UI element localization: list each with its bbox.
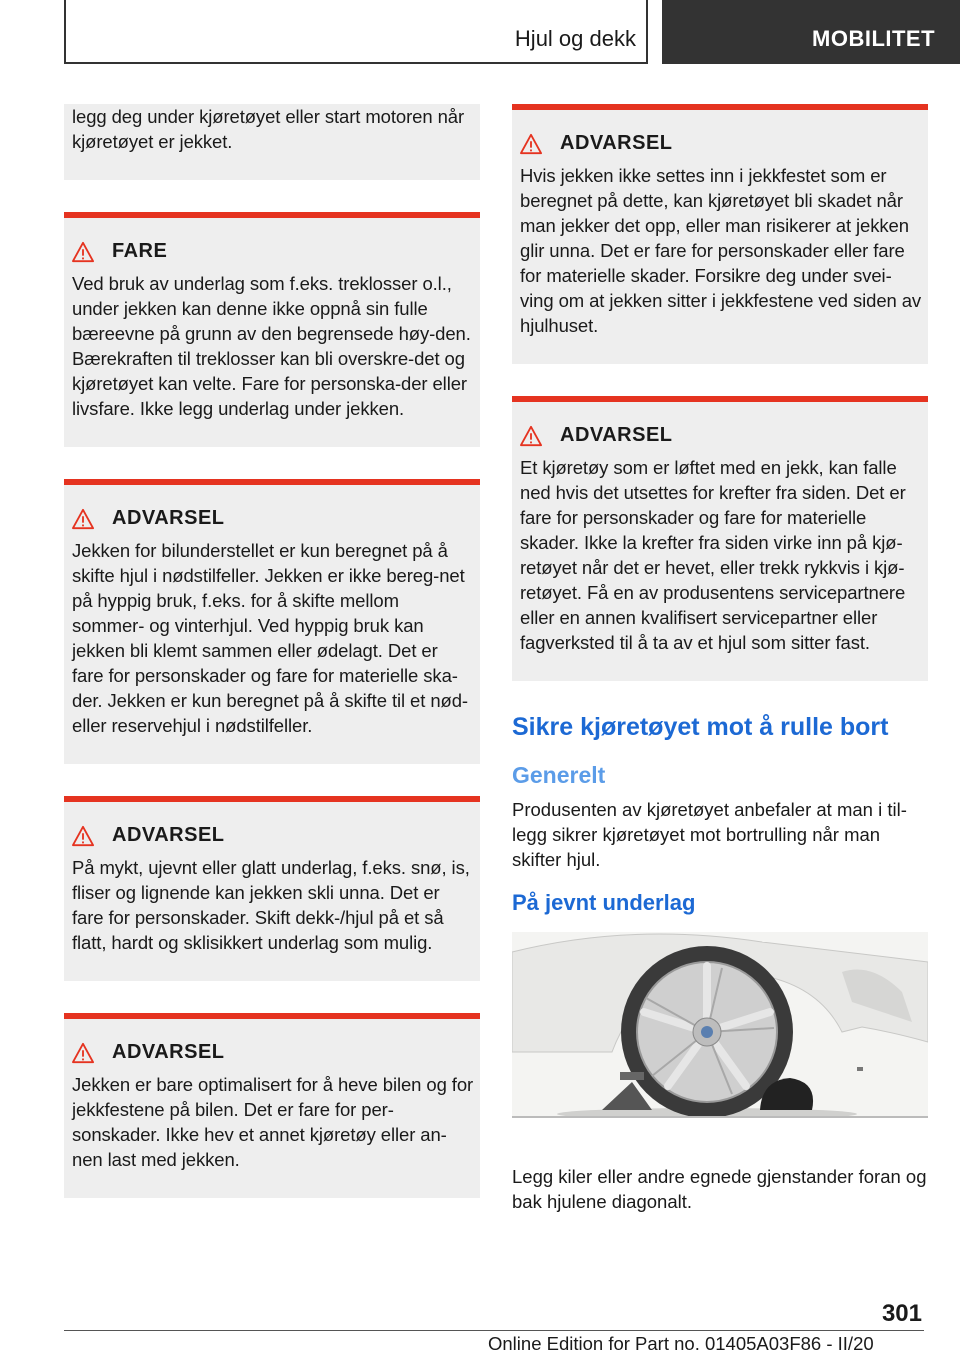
warning-title-text: ADVARSEL xyxy=(112,824,225,846)
continued-warning-box xyxy=(64,104,480,180)
warning-title-text: FARE xyxy=(112,240,168,262)
warning-box xyxy=(64,1013,480,1198)
section-title: Sikre kjøretøyet mot å rulle bort xyxy=(512,713,889,741)
header-chapter-tab: MOBILITET xyxy=(662,0,960,64)
warning-title-text: ADVARSEL xyxy=(560,132,673,154)
warning-text: Ved bruk av underlag som f.eks. treklosser o.l., under jekken kan denne ikke oppnå sin fulle bæreevne på grunn av den begrensede høy-den. Bærekraften til treklosser kan bli overskre-det og kjøretøyet kan velte. Fare for personska-der eller livsfare. Ikke legg underlag under jekken. xyxy=(72,273,471,419)
footer-edition: Online Edition for Part no. 01405A03F86 - II/20 xyxy=(488,1333,874,1354)
left-column xyxy=(64,104,480,1230)
warning-text: På mykt, ujevnt eller glatt underlag, f.eks. snø, is, fliser og lignende kan jekken skli unna. Det er fare for personskader. Skift dekk-/hjul på et så flatt, hardt og sklisikkert underlag som mulig. xyxy=(72,857,470,953)
warning-triangle-icon xyxy=(72,1042,94,1064)
warning-triangle-icon xyxy=(520,425,542,447)
warning-title-text: ADVARSEL xyxy=(112,1041,225,1063)
wheel-chock-illustration xyxy=(512,932,928,1118)
subsection-text: Produsenten av kjøretøyet anbefaler at man i til-legg sikrer kjøretøyet mot bortrulling når man skifter hjul. xyxy=(512,799,907,870)
warning-text: Jekken er bare optimalisert for å heve bilen og for jekkfestene på bilen. Det er fare for per-sonskader. Ikke hev et annet kjøretøy eller an-nen last med jekken. xyxy=(72,1074,474,1170)
warning-text: Hvis jekken ikke settes inn i jekkfestet som er beregnet på dette, kan kjøretøyet bli skadet når man jekker det opp, eller man risikerer at jekken glir unna. Det er fare for personskader eller fare for materielle skader. Forsikre deg under svei-ving om at jekken sitter i jekkfestene ved siden av hjulhuset. xyxy=(520,165,922,336)
header-rule-divider xyxy=(646,0,648,64)
header-section-title: Hjul og dekk xyxy=(514,26,636,51)
warning-title xyxy=(72,824,474,847)
figure-caption: Legg kiler eller andre egnede gjenstander foran og bak hjulene diagonalt. xyxy=(512,1166,927,1212)
warning-box xyxy=(64,796,480,981)
warning-title-text: ADVARSEL xyxy=(560,424,673,446)
header-rule-left xyxy=(64,0,66,64)
warning-title xyxy=(72,507,474,530)
warning-text: Et kjøretøy som er løftet med en jekk, kan falle ned hvis det utsettes for krefter fra siden. Det er fare for personskader og fare for materielle skader. Ikke la krefter fra siden virke inn på kjø-retøyet når det er hevet, eller trekk rykkvis i kjø-retøyet. Få en av produsentens servicepartnere eller en annen kvalifisert servicepartner eller fagverksted til å ta av et hjul som sitter fast. xyxy=(520,457,906,653)
warning-title xyxy=(72,240,474,263)
right-column xyxy=(512,104,928,1214)
warning-title-text: ADVARSEL xyxy=(112,507,225,529)
warning-box xyxy=(64,479,480,764)
footer-rule xyxy=(64,1330,924,1331)
warning-triangle-icon xyxy=(72,508,94,530)
warning-triangle-icon xyxy=(72,825,94,847)
warning-triangle-icon xyxy=(72,241,94,263)
warning-box xyxy=(64,212,480,447)
warning-title xyxy=(72,1041,474,1064)
warning-box xyxy=(512,396,928,681)
warning-title xyxy=(520,132,922,155)
car-wheel-image xyxy=(512,932,928,1118)
warning-title xyxy=(520,424,922,447)
warning-box xyxy=(512,104,928,364)
subsection-title: Generelt xyxy=(512,762,606,788)
continued-warning-text: legg deg under kjøretøyet eller start motoren når kjøretøyet er jekket. xyxy=(72,106,465,152)
subsubsection-title: På jevnt underlag xyxy=(512,890,696,915)
warning-triangle-icon xyxy=(520,133,542,155)
warning-text: Jekken for bilunderstellet er kun beregnet på å skifte hjul i nødstilfeller. Jekken er ikke bereg-net på hyppig bruk, f.eks. for å skifte mellom sommer- og vinterhjul. Ved hyppig bruk kan jekken bli klemt sammen eller ødelagt. Det er fare for personskader og fare for materielle ska-der. Jekken er kun beregnet på å skifte til et nød- eller reservehjul i nødstilfeller. xyxy=(72,540,468,736)
header-rule-bottom xyxy=(64,62,648,64)
page-number: 301 xyxy=(881,1300,922,1327)
